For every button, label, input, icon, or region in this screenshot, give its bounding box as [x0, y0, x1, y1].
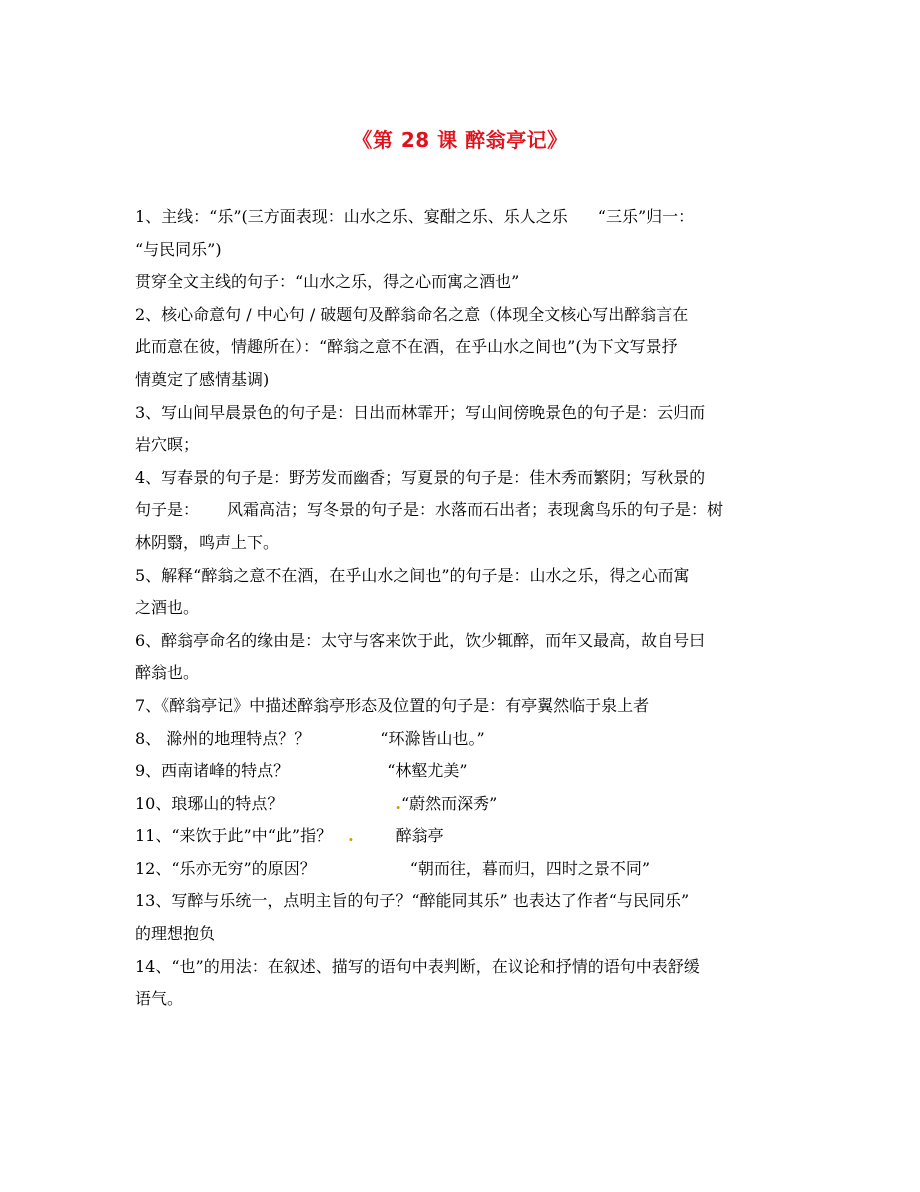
text-line: [135, 494, 795, 527]
text-line: [135, 853, 795, 886]
text-line: 语气。: [135, 989, 184, 1009]
page-title: 《第 28 课 醉翁亭记》: [352, 128, 568, 152]
text-line: 林阴翳，鸣声上下。: [135, 532, 280, 552]
text-line: 此而意在彼，情趣所在）：“醉翁之意不在酒，在乎山水之间也”(为下文写景抒: [135, 337, 678, 357]
text-segment: “蔚然而深秀”: [400, 793, 498, 813]
text-segment: “朝而往，暮而归，四时之景不同”: [409, 858, 651, 878]
text-line: 5、解释“醉翁之意不在酒，在乎山水之间也”的句子是：山水之乐，得之心而寓: [135, 565, 690, 585]
text-line: 4、写春景的句子是：野芳发而幽香；写夏景的句子是：佳木秀而繁阴；写秋景的: [135, 467, 706, 487]
text-line: 之酒也。: [135, 598, 200, 618]
text-segment: 8、 滁州的地理特点？？: [135, 728, 311, 748]
text-segment: 10、琅琊山的特点？: [135, 793, 284, 813]
text-line: 6、醉翁亭命名的缘由是：太守与客来饮于此，饮少辄醉，而年又最高，故自号曰: [135, 630, 706, 650]
text-line: 岩穴暝；: [135, 435, 200, 455]
text-line: [135, 201, 795, 234]
text-segment: “林壑尤美”: [387, 761, 468, 781]
text-line: [135, 820, 795, 853]
text-segment: 1、主线：“乐”(三方面表现：山水之乐、宴酣之乐、乐人之乐: [135, 207, 568, 226]
text-line: 情奠定了感情基调): [135, 369, 270, 389]
text-line: 的理想抱负: [135, 924, 216, 944]
text-line: 醉翁也。: [135, 663, 200, 683]
text-line: 贯穿全文主线的句子：“山水之乐，得之心而寓之酒也”: [135, 272, 520, 292]
text-line: 3、写山间早晨景色的句子是：日出而林霏开；写山间傍晚景色的句子是：云归而: [135, 402, 706, 422]
text-line: [135, 723, 795, 756]
stray-mark: .: [348, 826, 354, 846]
text-line: 14、“也”的用法：在叙述、描写的语句中表判断，在议论和抒情的语句中表舒缓: [135, 956, 700, 976]
text-segment: “环滁皆山也。”: [380, 728, 485, 748]
stray-mark: .: [395, 793, 401, 813]
text-line: [135, 788, 795, 821]
document-body: [135, 201, 795, 1016]
text-segment: 11、“来饮于此”中“此”指？: [135, 826, 333, 846]
text-segment: 9、西南诸峰的特点？: [135, 761, 290, 781]
text-line: 13、写醉与乐统一，点明主旨的句子？“醉能同其乐” 也表达了作者“与民同乐”: [135, 891, 690, 911]
text-segment: 醉翁亭: [395, 826, 444, 846]
text-segment: “三乐”归一：: [597, 207, 695, 226]
text-line: “与民同乐”): [135, 239, 222, 259]
text-segment: 风霜高洁；写冬景的句子是：水落而石出者；表现禽鸟乐的句子是：树: [227, 500, 724, 520]
text-line: 7、《醉翁亭记》中描述醉翁亭形态及位置的句子是：有亭翼然临于泉上者: [135, 695, 650, 715]
text-line: [135, 755, 795, 788]
text-segment: 句子是：: [135, 500, 200, 520]
text-segment: 12、“乐亦无穷”的原因？: [135, 858, 316, 878]
text-line: 2、核心命意句 / 中心句 / 破题句及醉翁命名之意（体现全文核心写出醉翁言在: [135, 304, 689, 324]
